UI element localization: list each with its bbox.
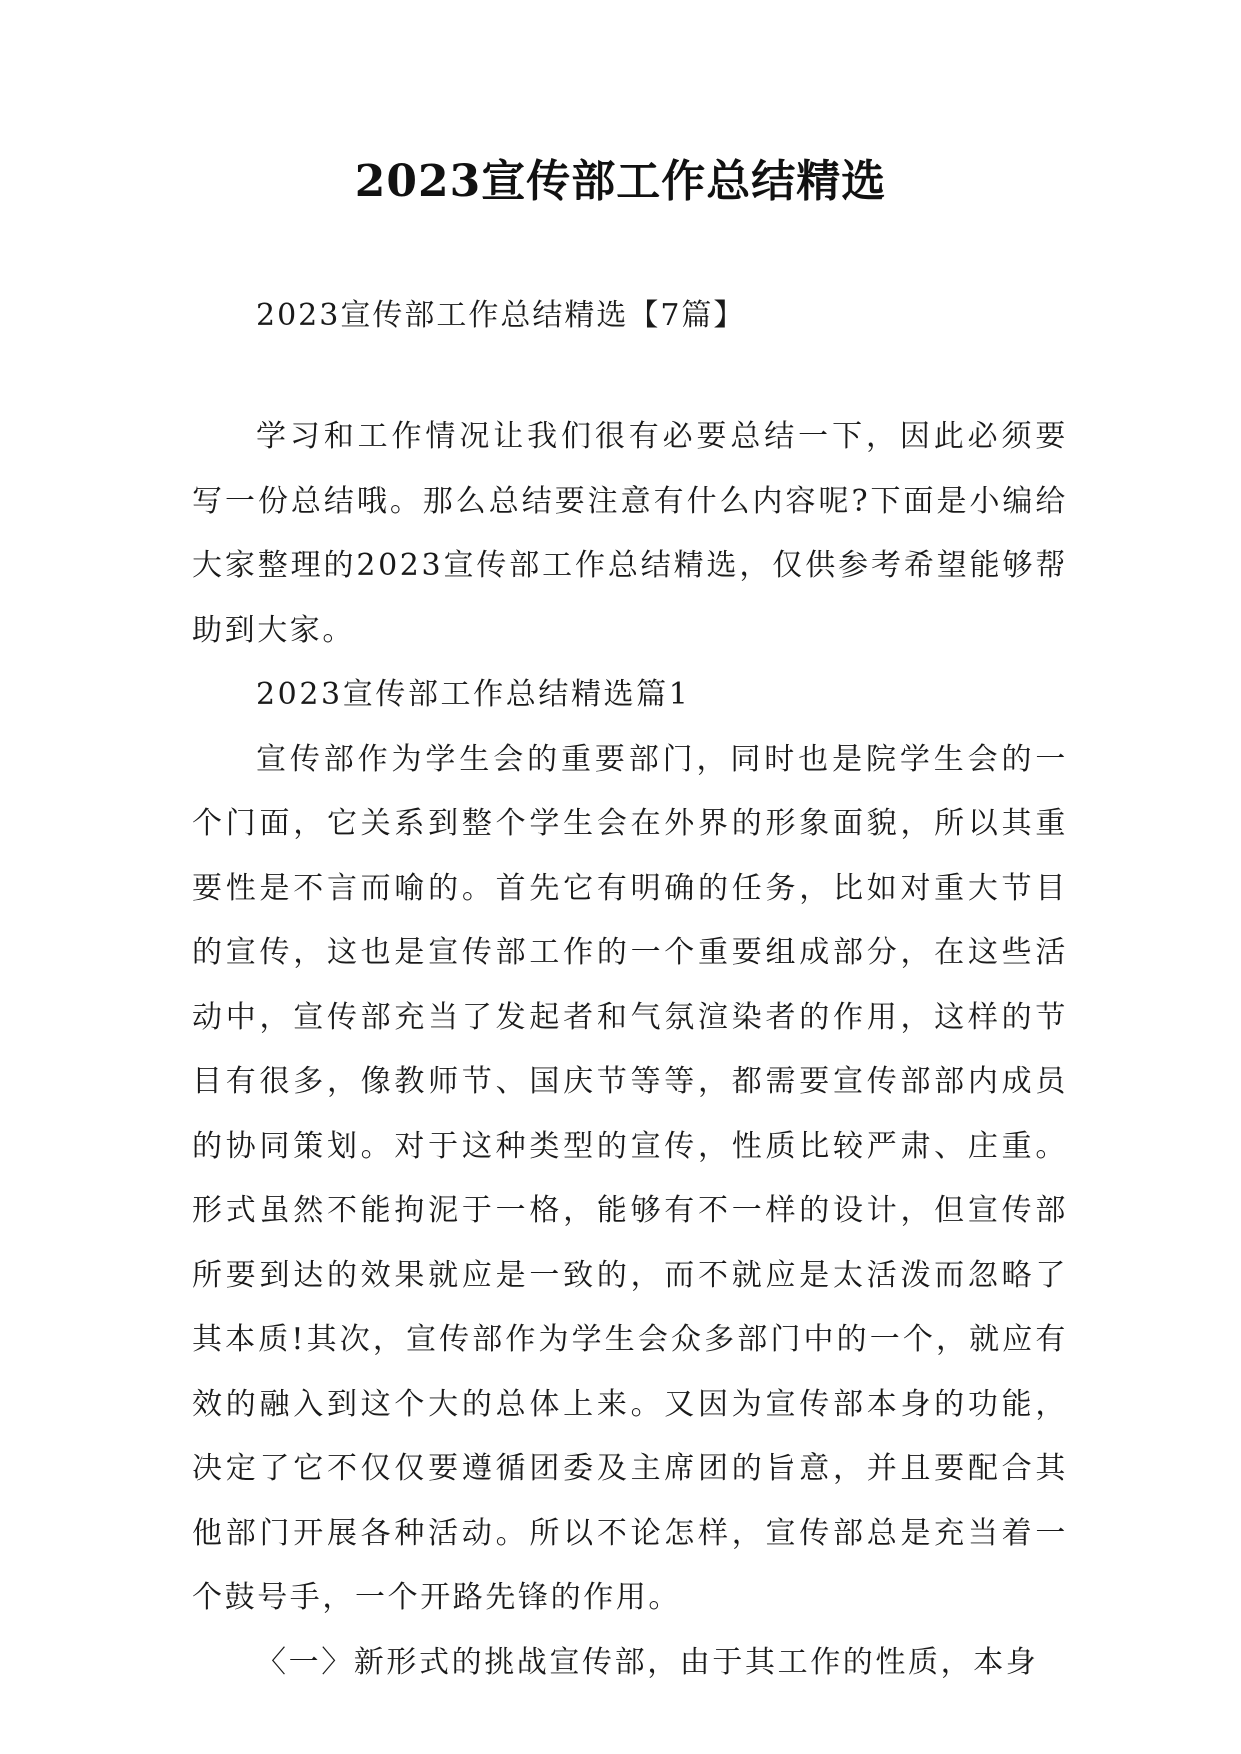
intro-paragraph: 学习和工作情况让我们很有必要总结一下，因此必须要写一份总结哦。那么总结要注意有什么内容呢?下面是小编给大家整理的2023宣传部工作总结精选，仅供参考希望能够帮助到大家。: [192, 419, 1068, 648]
document-body: [192, 405, 1068, 1695]
document-title: 2023宣传部工作总结精选: [354, 156, 887, 207]
section-heading: 2023宣传部工作总结精选篇1: [256, 677, 691, 712]
body-paragraph: 〈一〉新形式的挑战宣传部，由于其工作的性质，本身: [256, 1644, 1039, 1680]
body-paragraph: 宣传部作为学生会的重要部门，同时也是院学生会的一个门面，它关系到整个学生会在外界的形象面貌，所以其重要性是不言而喻的。首先它有明确的任务，比如对重大节目的宣传，这也是宣传部工作的一个重要组成部分，在这些活动中，宣传部充当了发起者和气氛渲染者的作用，这样的节目有很多，像教师节、国庆节等等，都需要宣传部部内成员的协同策划。对于这种类型的宣传，性质比较严肃、庄重。形式虽然不能拘泥于一格，能够有不一样的设计，但宣传部所要到达的效果就应是一致的，而不就应是太活泼而忽略了其本质!其次，宣传部作为学生会众多部门中的一个，就应有效的融入到这个大的总体上来。又因为宣传部本身的功能，决定了它不仅仅要遵循团委及主席团的旨意，并且要配合其他部门开展各种活动。所以不论怎样，宣传部总是充当着一个鼓号手，一个开路先锋的作用。: [192, 741, 1068, 1615]
document-subtitle: 2023宣传部工作总结精选【7篇】: [256, 298, 746, 333]
